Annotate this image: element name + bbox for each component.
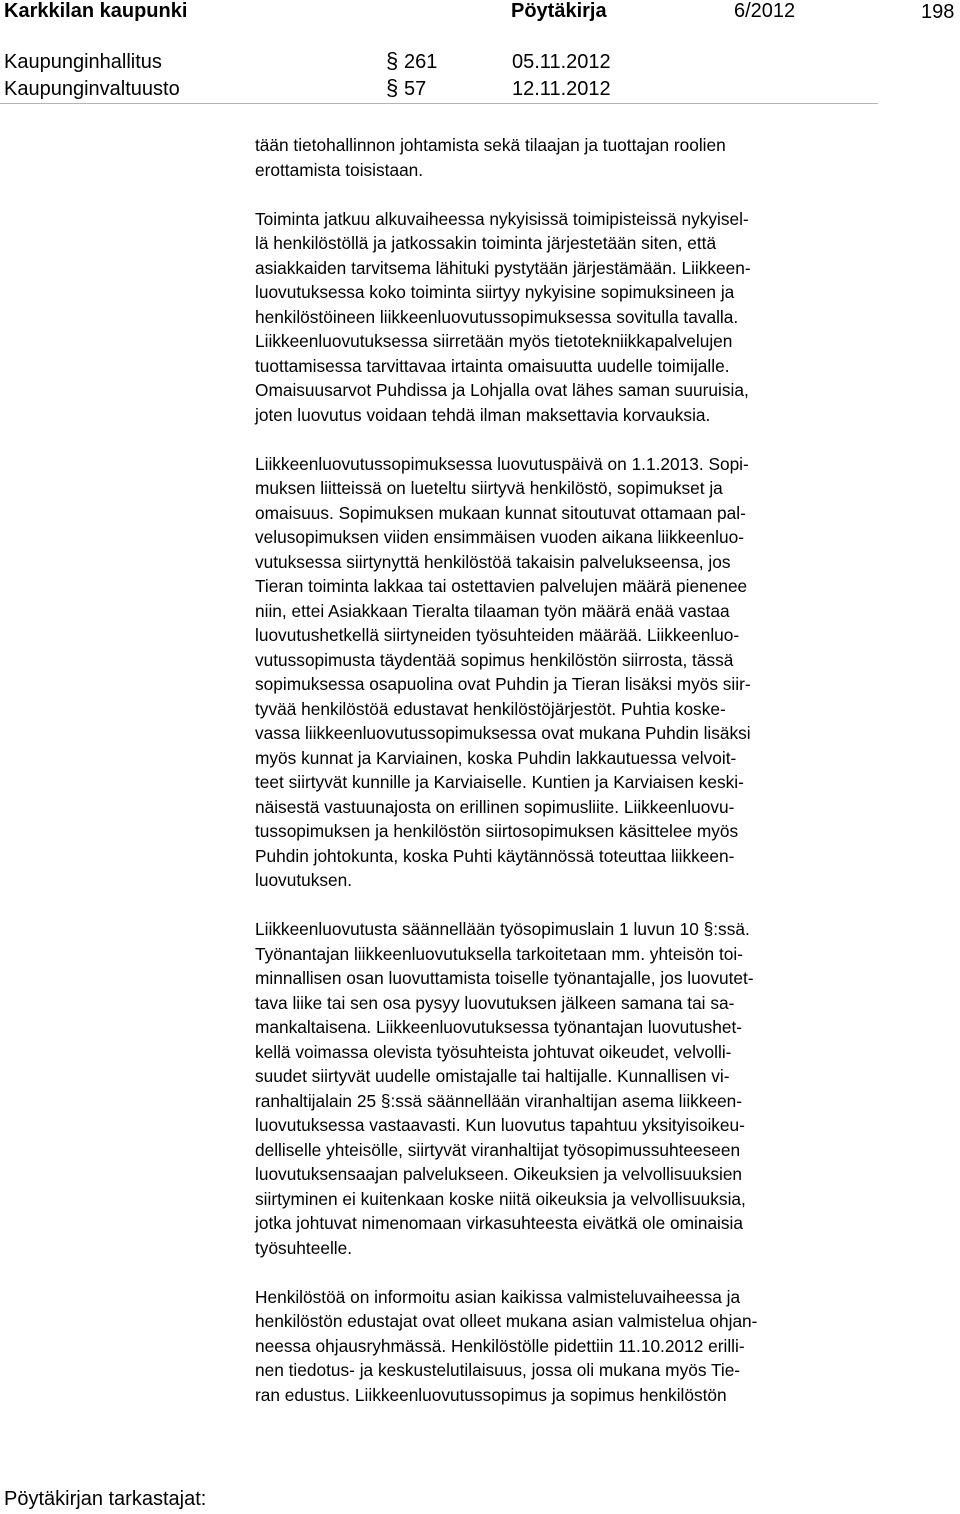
text-line: delliselle yhteisölle, siirtyvät viranhaltijat työsopimussuhteeseen — [255, 1139, 741, 1160]
text-line: luovutuksessa vastaavasti. Kun luovutus tapahtuu yksityisoikeu- — [255, 1115, 745, 1135]
text-line: Liikkeenluovutussopimuksessa luovutuspäivä on 1.1.2013. Sopi- — [255, 453, 749, 474]
text-line: Henkilöstöä on informoitu asian kaikissa valmisteluvaiheessa ja — [255, 1286, 741, 1307]
text-line: velusopimuksen viiden ensimmäisen vuoden aikana liikkeenluo- — [255, 527, 744, 547]
section-number: 57 — [404, 78, 427, 100]
text-line: ranhaltijalain 25 §:ssä säännellään viranhaltijan asema liikkeen- — [255, 1090, 743, 1111]
text-line: tään tietohallinnon johtamista sekä tilaajan ja tuottajan roolien — [255, 135, 726, 155]
text-line: vutuksessa siirtynyttä henkilöstöä takaisin palvelukseensa, jos — [255, 551, 731, 572]
minutes-body — [255, 133, 867, 1432]
text-line: tussopimuksen ja henkilöstön siirtosopimuksen käsittelee myös — [255, 821, 739, 841]
text-line: jotka johtuvat nimenomaan virkasuhteesta eivätkä ole ominaisia — [255, 1213, 743, 1233]
document-issue: 6/2012 — [734, 0, 796, 22]
text-line: neessa ohjausryhmässä. Henkilöstölle pidettiin 11.10.2012 erilli- — [255, 1335, 745, 1356]
document-type: Pöytäkirja — [511, 0, 607, 22]
text-line: teet siirtyvät kunnille ja Karviaiselle. Kuntien ja Karviaisen keski- — [255, 772, 744, 792]
paragraph — [255, 917, 867, 1260]
text-line: joten luovutus voidaan tehdä ilman maksettavia korvauksia. — [255, 404, 711, 425]
text-line: luovutuksensaajan palvelukseen. Oikeuksien ja velvollisuuksien — [255, 1164, 743, 1184]
text-line: tyvää henkilöstöä edustavat henkilöstöjärjestöt. Puhtia koske- — [255, 698, 726, 719]
text-line: Puhdin johtokunta, koska Puhti käytännössä toteuttaa liikkeen- — [255, 845, 735, 866]
text-line: henkilöstön edustajat ovat olleet mukana asian valmistelua ohjan- — [255, 1311, 758, 1331]
section-number: 261 — [404, 51, 438, 73]
text-line: muksen liitteissä on lueteltu siirtyvä henkilöstö, sopimukset ja — [255, 478, 723, 498]
text-line: mankaltaisena. Liikkeenluovutuksessa työnantajan luovutushet- — [255, 1017, 743, 1037]
text-line: ran edustus. Liikkeenluovutussopimus ja sopimus henkilöstön — [255, 1384, 727, 1405]
text-line: erottamista toisistaan. — [255, 159, 424, 180]
meeting-date: 05.11.2012 — [512, 51, 611, 73]
section-mark: § — [386, 75, 399, 100]
text-line: niin, ettei Asiakkaan Tieralta tilaaman työn määrä enää vastaa — [255, 600, 730, 621]
paragraph — [255, 133, 867, 182]
text-line: lä henkilöstöllä ja jatkossakin toiminta järjestetään siten, että — [255, 233, 717, 253]
header-divider — [0, 103, 878, 104]
text-line: nen tiedotus- ja keskustelutilaisuus, jossa oli mukana myös Tie- — [255, 1360, 741, 1380]
meeting-body: Kaupunginvaltuusto — [4, 78, 180, 100]
text-line: vassa liikkeenluovutussopimuksessa ovat mukana Puhdin lisäksi — [255, 723, 751, 743]
text-line: siirtyminen ei kuitenkaan koske niitä oikeuksia ja velvollisuuksia, — [255, 1188, 746, 1209]
text-line: Liikkeenluovutusta säännellään työsopimuslain 1 luvun 10 §:ssä. — [255, 919, 750, 939]
text-line: näisestä vastuunajosta on erillinen sopimusliite. Liikkeenluovu- — [255, 796, 735, 817]
text-line: luovutuksen. — [255, 870, 353, 890]
minutes-reviewers-label: Pöytäkirjan tarkastajat: — [4, 1488, 207, 1510]
text-line: tava liike tai sen osa pysyy luovutuksen jälkeen samana tai sa- — [255, 992, 735, 1013]
page-number: 198 — [921, 1, 955, 23]
text-line: suudet siirtyvät uudelle omistajalle tai haltijalle. Kunnallisen vi- — [255, 1066, 730, 1086]
text-line: sopimuksessa osapuolina ovat Puhdin ja Tieran lisäksi myös siir- — [255, 674, 751, 694]
text-line: Työnantajan liikkeenluovutuksella tarkoitetaan mm. yhteisön toi- — [255, 943, 743, 964]
text-line: kellä voimassa olevista työsuhteista johtuvat oikeudet, velvolli- — [255, 1041, 732, 1062]
text-line: työsuhteelle. — [255, 1237, 353, 1258]
paragraph — [255, 1285, 867, 1408]
municipality-name: Karkkilan kaupunki — [4, 0, 188, 22]
text-line: luovutuksessa koko toiminta siirtyy nykyisine sopimuksineen ja — [255, 282, 735, 302]
text-line: Tieran toiminta lakkaa tai ostettavien palvelujen määrä pienenee — [255, 576, 748, 596]
text-line: Omaisuusarvot Puhdissa ja Lohjalla ovat lähes saman suuruisia, — [255, 380, 749, 400]
paragraph — [255, 207, 867, 428]
text-line: tuottamisessa tarvittavaa irtainta omaisuutta uudelle toimijalle. — [255, 355, 730, 376]
text-line: myös kunnat ja Karviainen, koska Puhdin lakkautuessa velvoit- — [255, 747, 737, 768]
text-line: luovutushetkellä siirtyneiden työsuhteiden määrää. Liikkeenluo- — [255, 625, 740, 645]
text-line: Liikkeenluovutuksessa siirretään myös tietotekniikkapalvelujen — [255, 331, 733, 351]
section-mark: § — [386, 48, 399, 73]
meeting-body: Kaupunginhallitus — [4, 51, 162, 73]
text-line: minnallisen osan luovuttamista toiselle työnantajalle, jos luovutet- — [255, 968, 754, 988]
meeting-date: 12.11.2012 — [512, 78, 611, 100]
paragraph — [255, 452, 867, 893]
text-line: asiakkaiden tarvitsema lähituki pystytään järjestämään. Liikkeen- — [255, 257, 751, 278]
text-line: omaisuus. Sopimuksen mukaan kunnat sitoutuvat ottamaan pal- — [255, 502, 746, 523]
text-line: vutussopimusta täydentää sopimus henkilöstön siirrosta, tässä — [255, 649, 734, 670]
text-line: Toiminta jatkuu alkuvaiheessa nykyisissä toimipisteissä nykyisel- — [255, 208, 749, 229]
text-line: henkilöstöineen liikkeenluovutussopimuksessa sovitulla tavalla. — [255, 306, 739, 327]
